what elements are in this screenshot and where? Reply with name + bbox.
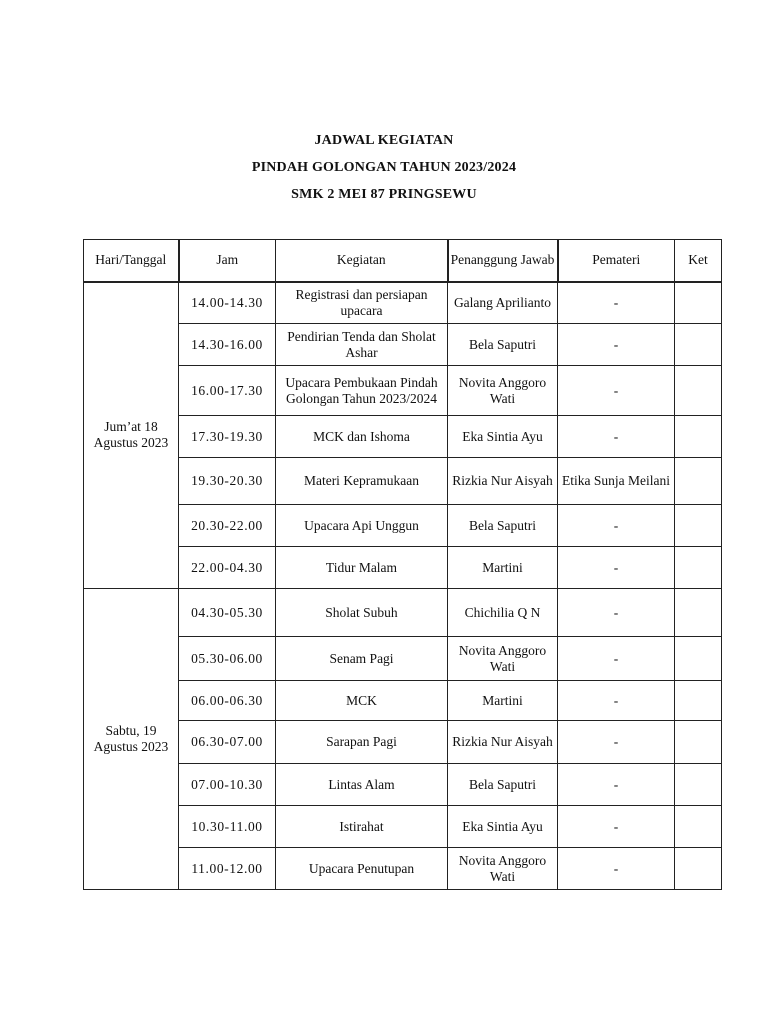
document-title — [0, 134, 768, 215]
ket-cell — [675, 589, 722, 637]
pemateri-cell: - — [558, 806, 675, 848]
pemateri-cell: - — [558, 589, 675, 637]
jam-cell: 06.30-07.00 — [179, 721, 276, 764]
penanggung-jawab-cell: Martini — [448, 681, 558, 721]
jam-cell: 10.30-11.00 — [179, 806, 276, 848]
kegiatan-cell: Upacara Pembukaan Pindah Golongan Tahun 2023/2024 — [276, 366, 448, 416]
pemateri-cell: Etika Sunja Meilani — [558, 458, 675, 505]
kegiatan-cell: MCK dan Ishoma — [276, 416, 448, 458]
penanggung-jawab-cell: Rizkia Nur Aisyah — [448, 458, 558, 505]
table-row — [84, 282, 722, 324]
table-row — [84, 681, 722, 721]
kegiatan-cell: Lintas Alam — [276, 764, 448, 806]
table-row — [84, 721, 722, 764]
table-row — [84, 806, 722, 848]
jam-cell: 17.30-19.30 — [179, 416, 276, 458]
penanggung-jawab-cell: Bela Saputri — [448, 324, 558, 366]
table-row — [84, 764, 722, 806]
kegiatan-cell: Materi Kepramukaan — [276, 458, 448, 505]
jam-cell: 16.00-17.30 — [179, 366, 276, 416]
penanggung-jawab-cell: Martini — [448, 547, 558, 589]
ket-cell — [675, 366, 722, 416]
penanggung-jawab-cell: Bela Saputri — [448, 505, 558, 547]
kegiatan-cell: Registrasi dan persiapan upacara — [276, 282, 448, 324]
pemateri-cell: - — [558, 505, 675, 547]
ket-cell — [675, 547, 722, 589]
ket-cell — [675, 458, 722, 505]
penanggung-jawab-cell: Eka Sintia Ayu — [448, 806, 558, 848]
penanggung-jawab-cell: Rizkia Nur Aisyah — [448, 721, 558, 764]
pemateri-cell: - — [558, 681, 675, 721]
kegiatan-cell: Sarapan Pagi — [276, 721, 448, 764]
ket-cell — [675, 764, 722, 806]
ket-cell — [675, 806, 722, 848]
ket-cell — [675, 282, 722, 324]
ket-cell — [675, 416, 722, 458]
pemateri-cell: - — [558, 848, 675, 890]
pemateri-cell: - — [558, 637, 675, 681]
table-row — [84, 848, 722, 890]
kegiatan-cell: Tidur Malam — [276, 547, 448, 589]
table-row — [84, 589, 722, 637]
title-line-3: SMK 2 MEI 87 PRINGSEWU — [291, 187, 477, 202]
table-row — [84, 505, 722, 547]
ket-cell — [675, 324, 722, 366]
jam-cell: 22.00-04.30 — [179, 547, 276, 589]
ket-cell — [675, 637, 722, 681]
header-ket: Ket — [675, 240, 722, 282]
pemateri-cell: - — [558, 764, 675, 806]
table-row — [84, 547, 722, 589]
table-row — [84, 637, 722, 681]
kegiatan-cell: MCK — [276, 681, 448, 721]
ket-cell — [675, 681, 722, 721]
table-row — [84, 366, 722, 416]
penanggung-jawab-cell: Bela Saputri — [448, 764, 558, 806]
jam-cell: 20.30-22.00 — [179, 505, 276, 547]
kegiatan-cell: Upacara Penutupan — [276, 848, 448, 890]
kegiatan-cell: Sholat Subuh — [276, 589, 448, 637]
title-line-2: PINDAH GOLONGAN TAHUN 2023/2024 — [251, 160, 517, 175]
day-cell: Jum’at 18 Agustus 2023 — [84, 282, 179, 589]
header-penanggung-jawab: Penanggung Jawab — [448, 240, 558, 282]
penanggung-jawab-cell: Chichilia Q N — [448, 589, 558, 637]
header-kegiatan: Kegiatan — [276, 240, 448, 282]
day-cell: Sabtu, 19 Agustus 2023 — [84, 589, 179, 890]
penanggung-jawab-cell: Novita Anggoro Wati — [448, 848, 558, 890]
table-row — [84, 324, 722, 366]
jam-cell: 19.30-20.30 — [179, 458, 276, 505]
kegiatan-cell: Pendirian Tenda dan Sholat Ashar — [276, 324, 448, 366]
penanggung-jawab-cell: Novita Anggoro Wati — [448, 637, 558, 681]
ket-cell — [675, 721, 722, 764]
kegiatan-cell: Istirahat — [276, 806, 448, 848]
jam-cell: 06.00-06.30 — [179, 681, 276, 721]
jam-cell: 07.00-10.30 — [179, 764, 276, 806]
jam-cell: 14.00-14.30 — [179, 282, 276, 324]
ket-cell — [675, 848, 722, 890]
penanggung-jawab-cell: Galang Aprilianto — [448, 282, 558, 324]
header-hari: Hari/Tanggal — [84, 240, 179, 282]
pemateri-cell: - — [558, 721, 675, 764]
header-jam: Jam — [179, 240, 276, 282]
pemateri-cell: - — [558, 547, 675, 589]
jam-cell: 14.30-16.00 — [179, 324, 276, 366]
table-row — [84, 416, 722, 458]
header-row — [84, 240, 722, 282]
schedule-table — [83, 239, 722, 890]
pemateri-cell: - — [558, 324, 675, 366]
jam-cell: 05.30-06.00 — [179, 637, 276, 681]
title-line-1: JADWAL KEGIATAN — [314, 133, 454, 148]
pemateri-cell: - — [558, 282, 675, 324]
kegiatan-cell: Senam Pagi — [276, 637, 448, 681]
jam-cell: 11.00-12.00 — [179, 848, 276, 890]
pemateri-cell: - — [558, 366, 675, 416]
jam-cell: 04.30-05.30 — [179, 589, 276, 637]
penanggung-jawab-cell: Eka Sintia Ayu — [448, 416, 558, 458]
ket-cell — [675, 505, 722, 547]
penanggung-jawab-cell: Novita Anggoro Wati — [448, 366, 558, 416]
table-row — [84, 458, 722, 505]
kegiatan-cell: Upacara Api Unggun — [276, 505, 448, 547]
header-pemateri: Pemateri — [558, 240, 675, 282]
pemateri-cell: - — [558, 416, 675, 458]
